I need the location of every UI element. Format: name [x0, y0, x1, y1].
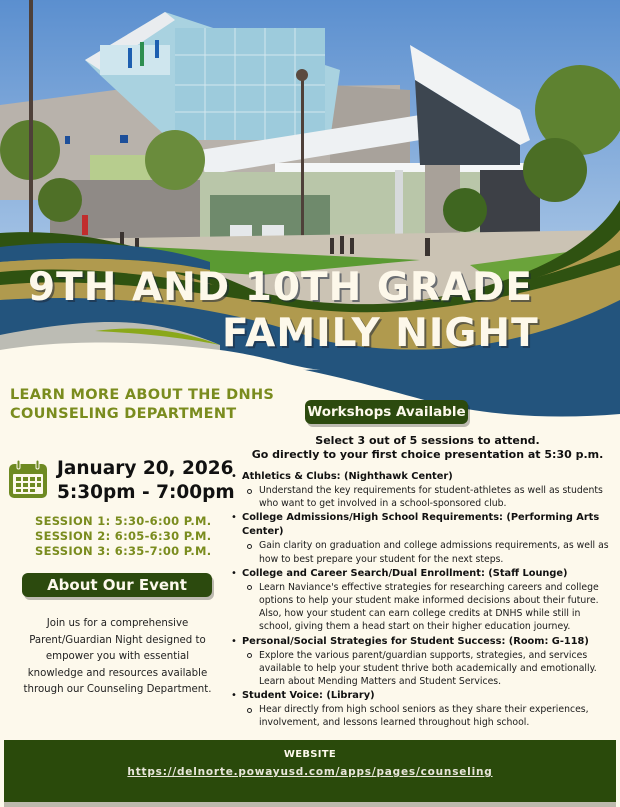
workshop-description: Hear directly from high school seniors as they share their experiences, involvement, and lessons learned throughout high school.: [242, 703, 613, 729]
workshop-item: [228, 567, 613, 634]
workshop-title: • Athletics & Clubs: (Nighthawk Center): [242, 471, 453, 482]
website-link[interactable]: https://delnorte.powayusd.com/apps/pages/counseling: [127, 766, 493, 778]
workshop-description: Explore the various parent/guardian supports, strategies, and services available to help your student thrive both academically and emotionally. Learn about Mending Matters and Student Services.: [242, 649, 613, 689]
workshop-title: • College and Career Search/Dual Enrollment: (Staff Lounge): [242, 567, 568, 579]
workshop-item: [228, 470, 613, 510]
workshop-title: • Personal/Social Strategies for Student Success: (Room: G-118): [242, 635, 589, 647]
workshop-item: [228, 511, 613, 565]
website-footer: [4, 740, 616, 802]
workshop-description: Gain clarity on graduation and college admissions requirements, as well as how to best prepare your student for the next steps.: [242, 539, 613, 565]
calendar-icon: [8, 459, 48, 499]
footer-bottom-bar: [4, 802, 616, 807]
instructions-line-2: Go directly to your first choice presentation at 5:30 p.m.: [251, 447, 604, 461]
session-list: [35, 514, 211, 559]
instructions-line-1: Select 3 out of 5 sessions to attend.: [315, 434, 540, 447]
title-line-1: 9TH AND 10TH GRADE: [28, 265, 534, 310]
website-label: WEBSITE: [283, 749, 337, 760]
title-line-2: FAMILY NIGHT: [222, 311, 539, 356]
about-event-text: Join us for a comprehensive Parent/Guardian Night designed to empower you with essential knowledge and resources available through our Counseling Department.: [23, 618, 212, 695]
workshop-title: • Student Voice: (Library): [242, 690, 375, 702]
about-event-heading: About Our Event: [22, 573, 212, 597]
session-2: SESSION 2: 6:05-6:30 P.M.: [35, 529, 212, 543]
workshop-description: Learn Naviance's effective strategies for researching careers and college options to help your student make informed decisions about their future. Also, how your student can earn college credits at DNHS while still in school, giving them a head start on their higher education journey.: [242, 581, 613, 634]
workshop-description: Understand the key requirements for student-athletes as well as students who want to get involved in a school-sponsored club.: [242, 484, 613, 510]
workshop-item: [228, 689, 613, 729]
learn-more-heading: LEARN MORE ABOUT THE DNHS COUNSELING DEPARTMENT: [10, 387, 275, 422]
session-3: SESSION 3: 6:35-7:00 P.M.: [35, 544, 212, 558]
workshops-heading: Workshops Available: [305, 400, 468, 424]
event-date-block: [8, 457, 235, 505]
event-time: 5:30pm - 7:00pm: [57, 482, 235, 503]
workshop-item: [228, 635, 613, 689]
hero-photo: [0, 0, 620, 370]
session-instructions: [235, 434, 620, 461]
event-date: January 20, 2026: [57, 458, 234, 479]
workshop-title: • College Admissions/High School Requirements: (Performing Arts Center): [242, 512, 600, 538]
session-1: SESSION 1: 5:30-6:00 P.M.: [35, 514, 212, 528]
workshop-list: [228, 470, 613, 731]
